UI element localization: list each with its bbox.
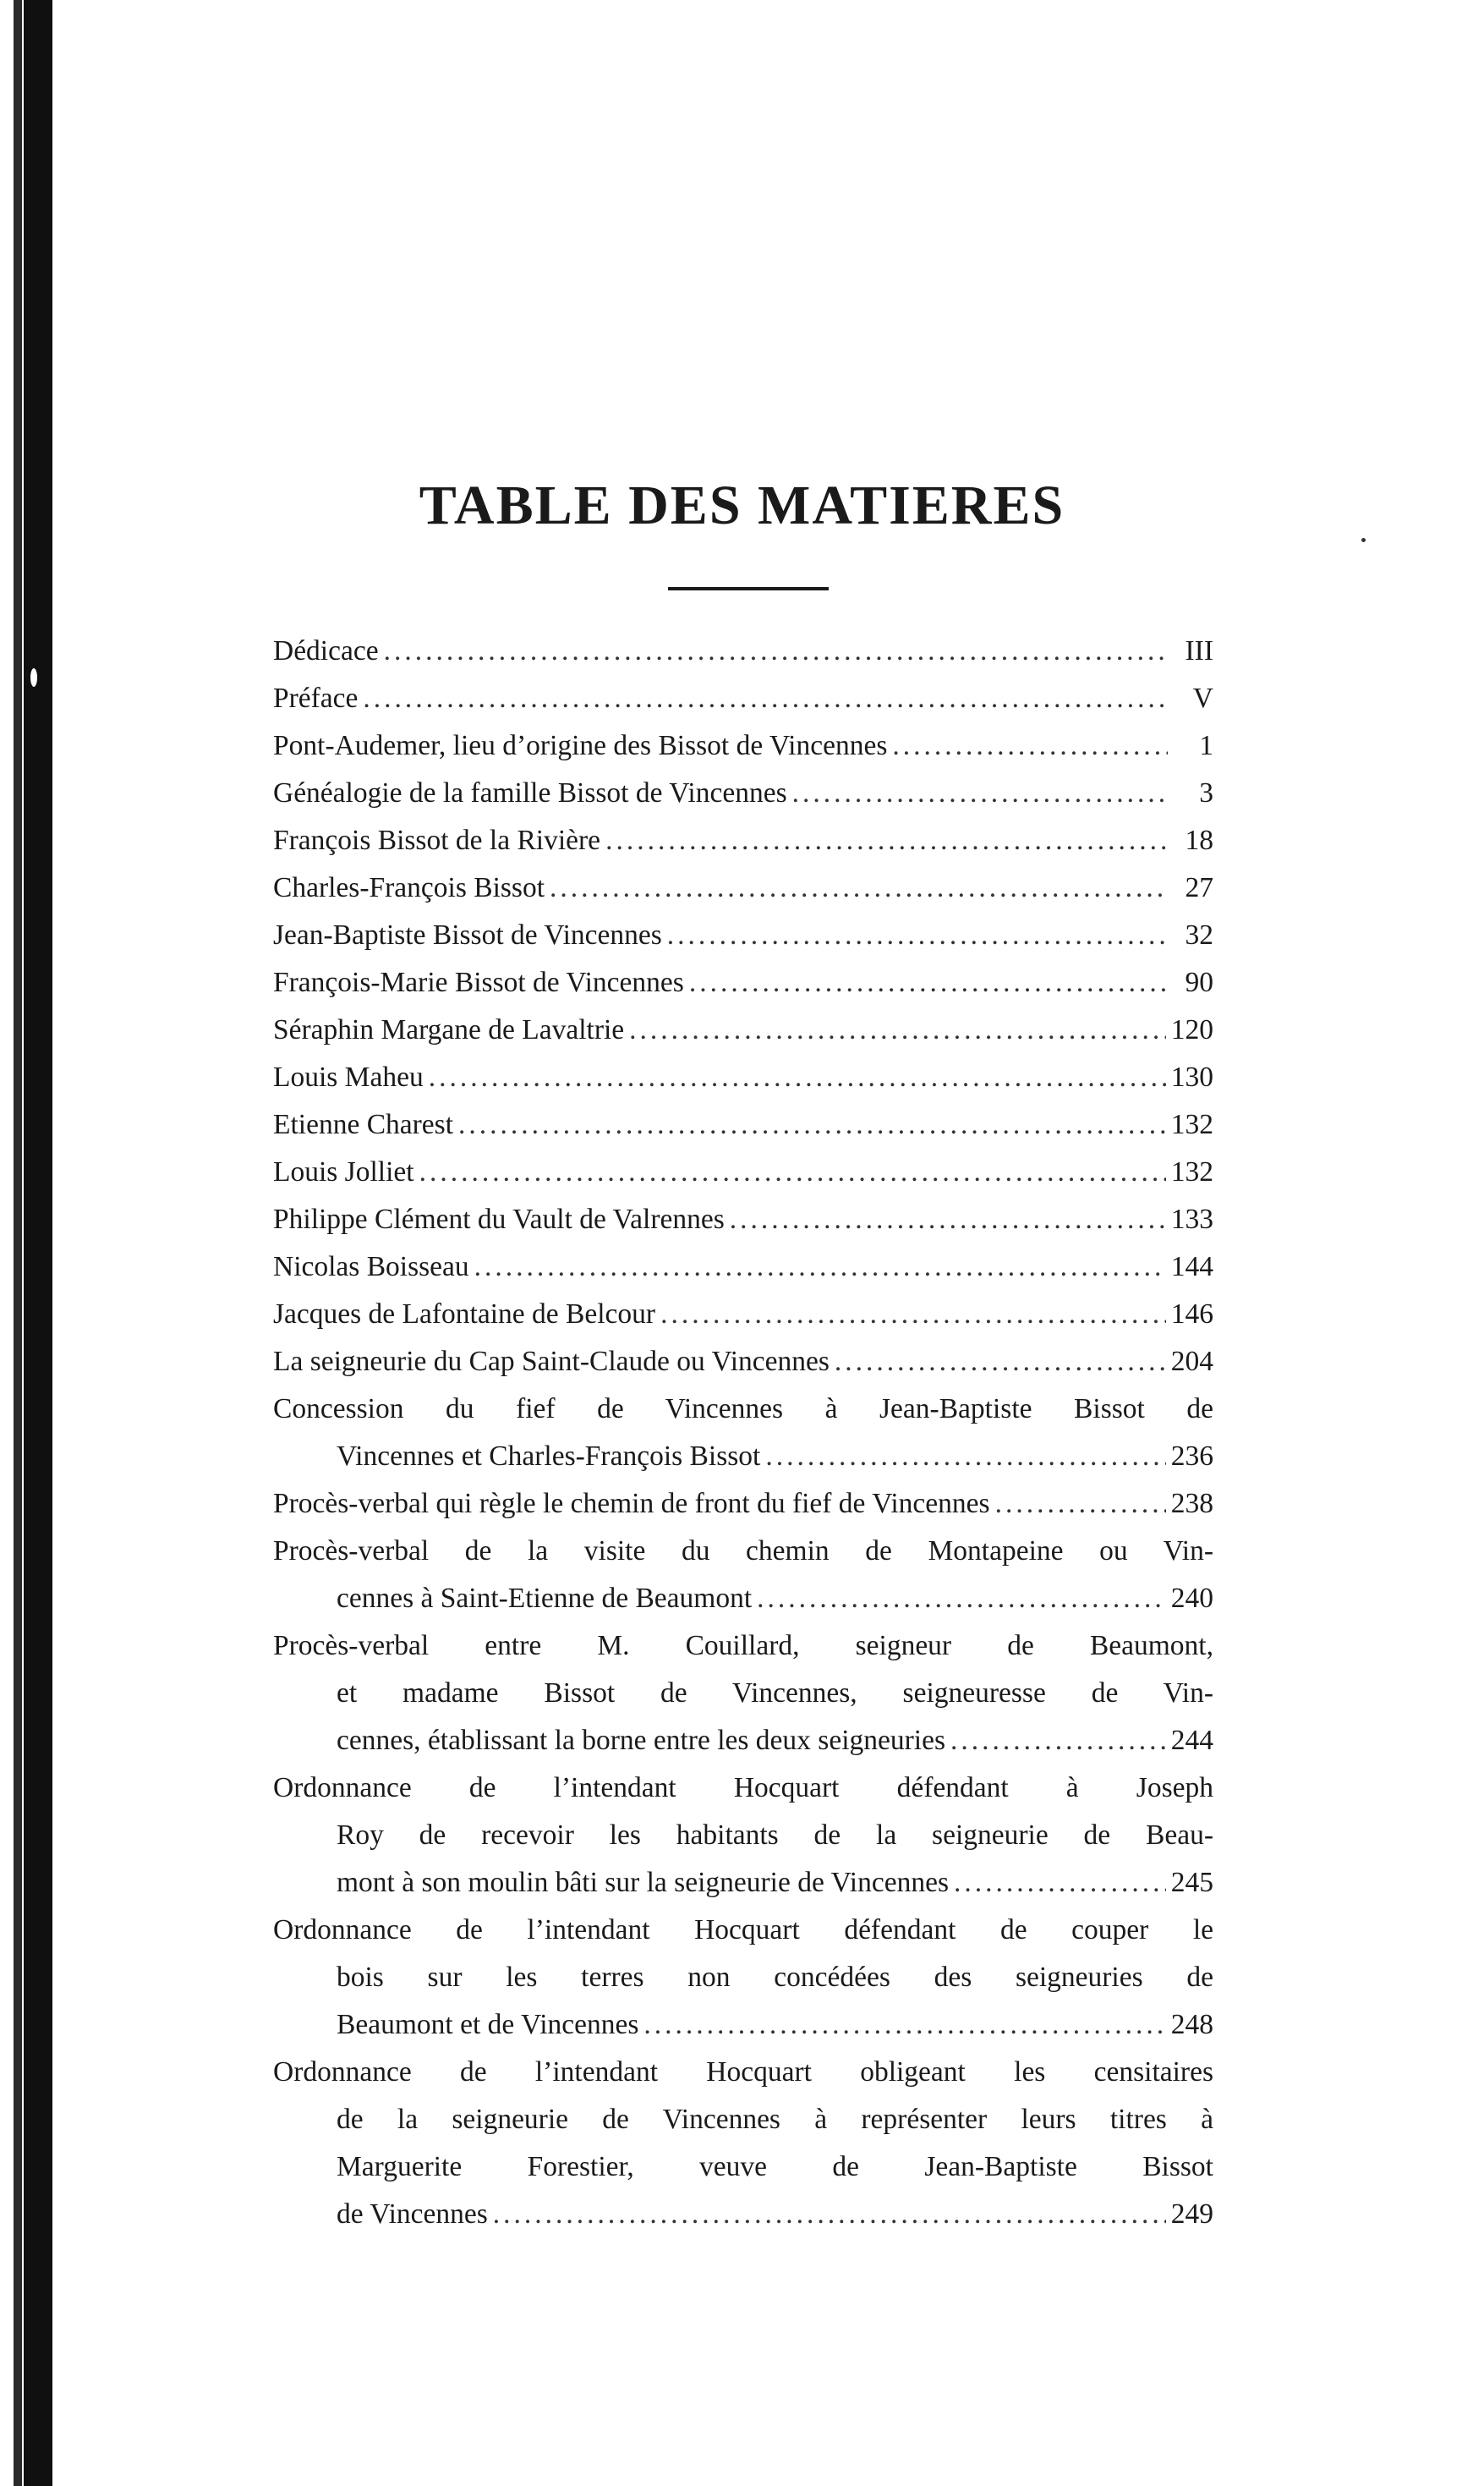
toc-page-number: III [1185,635,1213,667]
toc-entry [273,628,1213,675]
toc-entry-last-line [273,1291,1213,1338]
dot-leader [765,1433,1165,1480]
toc-entry-last-line [273,817,1213,864]
toc-entry [273,1528,1213,1622]
toc-entry-line: et madame Bissot de Vincennes, seigneuresse de Vin- [337,1677,1213,1709]
toc-entry-last-line [273,722,1213,770]
toc-entry [273,1480,1213,1528]
toc-page-number: 146 [1170,1298,1213,1330]
toc-entry-title: Dédicace [273,635,379,667]
toc-page-number: 18 [1185,825,1213,856]
toc-entry-title: Jean-Baptiste Bissot de Vincennes [273,919,662,951]
toc-entry-last-line [273,1575,1213,1622]
toc-page-number: 130 [1170,1062,1213,1093]
toc-entry [273,770,1213,817]
toc-entry-title: François Bissot de la Rivière [273,825,601,856]
toc-entry-last-line [273,1338,1213,1386]
toc-page-number: 120 [1170,1014,1213,1045]
toc-entry [273,1196,1213,1243]
toc-entry-title: Procès-verbal qui règle le chemin de front du fief de Vincennes [273,1488,990,1519]
toc-page-number: 144 [1170,1251,1213,1282]
toc-entry-last-line [273,959,1213,1007]
toc-page-number: 236 [1170,1441,1213,1472]
toc-entry-last-line [273,2001,1213,2049]
toc-entry [273,1291,1213,1338]
dot-leader [689,959,1168,1007]
dot-leader [954,1859,1166,1907]
toc-entry [273,1338,1213,1386]
toc-entry-last-line [273,1433,1213,1480]
toc-page-number: 133 [1170,1204,1213,1235]
title-divider [668,587,829,590]
table-of-contents [273,628,1213,2238]
toc-entry-last-line [273,2191,1213,2238]
toc-entry-line: Concession du fief de Vincennes à Jean-Baptiste Bissot de [273,1393,1213,1424]
dot-leader [757,1575,1166,1622]
toc-entry-line: Marguerite Forestier, veuve de Jean-Baptiste Bissot [337,2151,1213,2182]
toc-entry-title: mont à son moulin bâti sur la seigneurie de Vincennes [337,1867,949,1898]
toc-page-number: 204 [1170,1346,1213,1377]
toc-entry [273,675,1213,722]
toc-entry-last-line [273,1859,1213,1907]
toc-entry-last-line [273,1196,1213,1243]
dot-leader [419,1149,1166,1196]
toc-page-number: V [1192,683,1213,714]
toc-page-number: 132 [1170,1156,1213,1188]
toc-entry-line: Ordonnance de l’intendant Hocquart défendant à Joseph [273,1772,1213,1803]
toc-entry [273,722,1213,770]
toc-entry-last-line [273,912,1213,959]
dot-leader [835,1338,1166,1386]
toc-entry [273,817,1213,864]
toc-page-number: 244 [1170,1725,1213,1756]
toc-entry-last-line [273,1149,1213,1196]
toc-entry-title: Préface [273,683,359,714]
toc-page-number: 90 [1185,967,1213,998]
toc-entry-title: François-Marie Bissot de Vincennes [273,967,684,998]
toc-entry [273,959,1213,1007]
dot-leader [792,770,1168,817]
toc-entry-line: de la seigneurie de Vincennes à représenter leurs titres à [337,2104,1213,2135]
toc-entry-title: Nicolas Boisseau [273,1251,469,1282]
toc-entry-line: Roy de recevoir les habitants de la seigneurie de Beau- [337,1819,1213,1851]
toc-entry-last-line [273,1101,1213,1149]
toc-entry-last-line [273,1054,1213,1101]
toc-entry-title: Etienne Charest [273,1109,454,1140]
dot-leader [605,817,1168,864]
toc-page-number: 3 [1199,777,1213,809]
toc-page-number: 249 [1170,2198,1213,2230]
dot-leader [363,675,1168,722]
toc-entry [273,1622,1213,1764]
toc-entry [273,1007,1213,1054]
toc-entry-title: Pont-Audemer, lieu d’origine des Bissot de Vincennes [273,730,888,761]
toc-entry-line: Procès-verbal entre M. Couillard, seigneur de Beaumont, [273,1630,1213,1661]
toc-entry-title: Louis Jolliet [273,1156,414,1188]
toc-entry-line: bois sur les terres non concédées des seigneuries de [337,1962,1213,1993]
toc-entry-title: cennes, établissant la borne entre les deux seigneuries [337,1725,945,1756]
toc-entry-title: cennes à Saint-Etienne de Beaumont [337,1583,753,1614]
toc-entry-title: Séraphin Margane de Lavaltrie [273,1014,625,1045]
toc-entry [273,2049,1213,2238]
book-binding-edge [0,0,59,2486]
toc-entry-title: Philippe Clément du Vault de Valrennes [273,1204,725,1235]
toc-entry-title: Jacques de Lafontaine de Belcour [273,1298,656,1330]
toc-page-number: 1 [1199,730,1213,761]
dot-leader [667,912,1168,959]
toc-entry-line: Ordonnance de l’intendant Hocquart obligeant les censitaires [273,2056,1213,2088]
toc-page-number: 245 [1170,1867,1213,1898]
dot-leader [429,1054,1166,1101]
toc-entry [273,1386,1213,1480]
toc-entry-last-line [273,1007,1213,1054]
toc-page-number: 248 [1170,2009,1213,2040]
toc-entry [273,1101,1213,1149]
toc-entry [273,1054,1213,1101]
dot-leader [629,1007,1166,1054]
dot-leader [892,722,1168,770]
toc-entry [273,912,1213,959]
page-title: TABLE DES MATIERES [419,475,1065,536]
toc-entry-title: de Vincennes [337,2198,488,2230]
dot-leader [660,1291,1166,1338]
toc-entry [273,1907,1213,2049]
toc-entry-title: Charles-François Bissot [273,872,545,903]
toc-entry-title: Vincennes et Charles-François Bissot [337,1441,761,1472]
toc-page-number: 238 [1170,1488,1213,1519]
toc-entry-last-line [273,1480,1213,1528]
dot-leader [493,2191,1166,2238]
toc-entry-last-line [273,675,1213,722]
dot-leader [384,628,1168,675]
toc-page-number: 32 [1185,919,1213,951]
toc-entry-last-line [273,770,1213,817]
dot-leader [950,1717,1166,1764]
toc-page-number: 132 [1170,1109,1213,1140]
toc-entry-last-line [273,628,1213,675]
toc-entry [273,1149,1213,1196]
print-speck [1361,538,1366,542]
toc-entry-title: Généalogie de la famille Bissot de Vincennes [273,777,787,809]
toc-entry [273,1243,1213,1291]
toc-entry-title: Beaumont et de Vincennes [337,2009,639,2040]
toc-page-number: 240 [1170,1583,1213,1614]
dot-leader [643,2001,1165,2049]
dot-leader [995,1480,1166,1528]
dot-leader [458,1101,1166,1149]
toc-entry [273,864,1213,912]
toc-entry [273,1764,1213,1907]
print-speck [30,668,37,687]
toc-entry-title: La seigneurie du Cap Saint-Claude ou Vincennes [273,1346,830,1377]
toc-entry-last-line [273,1243,1213,1291]
dot-leader [550,864,1168,912]
dot-leader [474,1243,1166,1291]
dot-leader [730,1196,1166,1243]
toc-page-number: 27 [1185,872,1213,903]
toc-entry-last-line [273,1717,1213,1764]
toc-entry-title: Louis Maheu [273,1062,424,1093]
toc-entry-line: Procès-verbal de la visite du chemin de Montapeine ou Vin- [273,1535,1213,1567]
toc-entry-line: Ordonnance de l’intendant Hocquart défendant de couper le [273,1914,1213,1945]
toc-entry-last-line [273,864,1213,912]
